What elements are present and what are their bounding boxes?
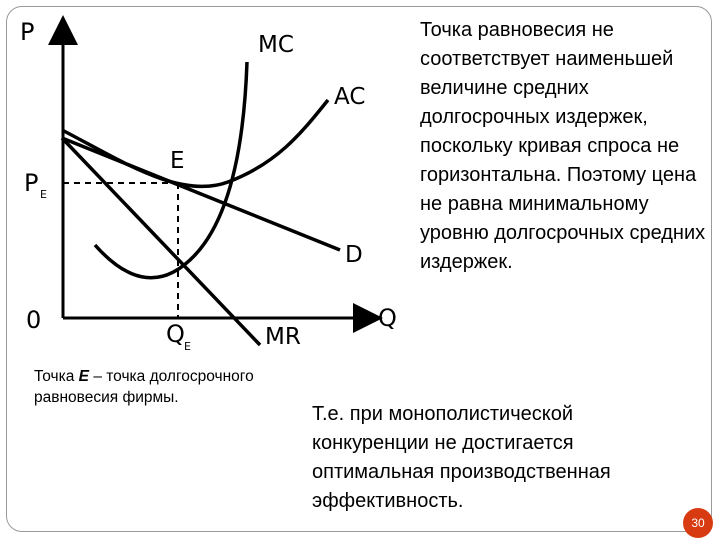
quantity-label-sub: E [184, 340, 191, 353]
caption-point-letter: E [78, 368, 90, 385]
demand-curve [62, 138, 340, 250]
price-label: P [24, 169, 39, 197]
mr-label: MR [265, 324, 301, 350]
quantity-label: Q [166, 320, 185, 348]
ac-label: AC [334, 84, 366, 110]
equilibrium-point-label: E [170, 148, 185, 174]
origin-label: 0 [26, 306, 42, 334]
equilibrium-caption [34, 366, 334, 408]
ac-curve [62, 100, 328, 186]
explanation-text: Точка равновесия не соответствует наименьшей величине средних долгосрочных издержек, поскольку кривая спроса не горизонтальна. Поэтому цена не равна минимальному уровню долгосрочных средних издержек. [420, 19, 706, 273]
mr-curve [62, 138, 260, 345]
demand-label: D [345, 242, 363, 268]
price-label-sub: E [40, 188, 47, 201]
page-number-badge: 30 [683, 508, 713, 538]
conclusion-text: Т.е. при монополистической конкуренции не достигается оптимальная производственная эффективность. [312, 403, 611, 512]
caption-suffix: – точка долгосрочного равновесия фирмы. [34, 368, 254, 406]
caption-prefix: Точка [34, 368, 79, 385]
axis-x-label: Q [378, 304, 397, 332]
mc-label: MC [258, 32, 294, 58]
axis-y-label: P [20, 18, 35, 46]
economics-diagram [0, 0, 410, 360]
